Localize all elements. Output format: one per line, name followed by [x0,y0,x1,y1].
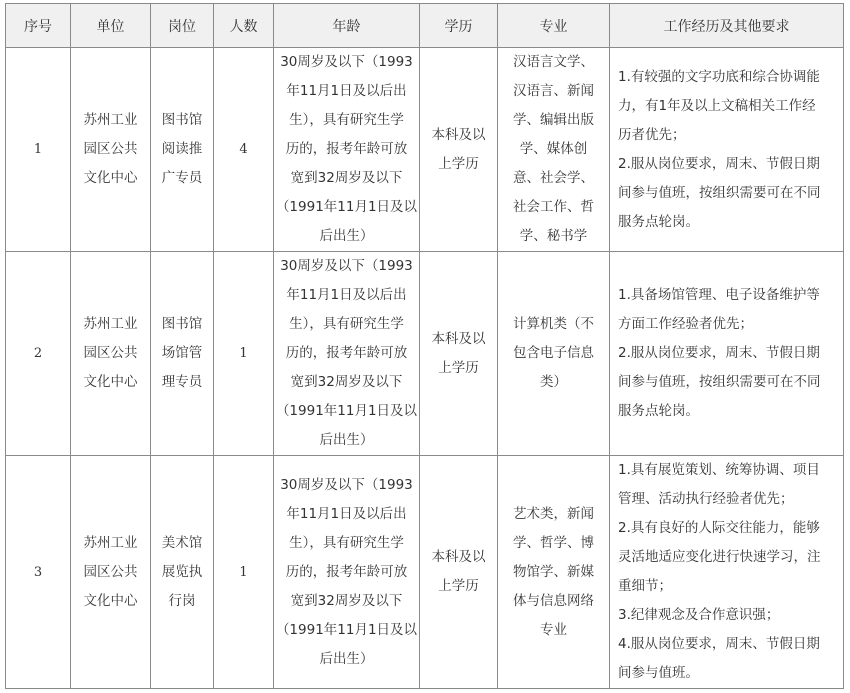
cell-line: 汉语言、新闻 [513,83,594,99]
cell-line: 上学历 [438,155,479,172]
cell-line: 园区公共 [83,141,138,157]
cell-requirements [610,252,844,456]
cell-line: 后出生） [319,650,374,667]
req-line: 1.具有展览策划、统筹协调、项目 [618,462,820,478]
header-education: 学历 [420,4,498,48]
header-count: 人数 [214,4,274,48]
cell-line: 专业 [540,621,567,638]
req-line: 2.具有良好的人际交往能力，能够 [618,520,820,536]
cell-line: 理专员 [161,374,203,390]
cell-line: 学、编辑出版 [513,112,594,128]
cell-line: 文化中心 [83,170,138,186]
cell-line: 学、哲学、博 [513,534,594,551]
header-requirements: 工作经历及其他要求 [610,4,844,48]
cell-line: 学、秘书学 [519,228,588,244]
req-line: 重细节； [618,578,672,594]
cell-line: 生），具有研究生学 [289,112,404,128]
req-line: 1.有较强的文字功底和综合协调能 [618,68,820,85]
cell-age [274,456,420,689]
cell-line: 园区公共 [83,563,138,580]
cell-line: 类） [540,374,567,390]
req-line: 服务点轮岗。 [618,403,699,419]
cell-line: 本科及以 [431,549,486,565]
cell-line: 社会工作、哲 [513,199,594,215]
req-line: 服务点轮岗。 [618,213,699,230]
cell-line: 历的，报考年龄可放 [285,141,408,157]
cell-line: 30周岁及以下（1993 [280,54,413,70]
cell-line: 意、社会学、 [513,170,594,186]
req-line: 1.具备场馆管理、电子设备维护等 [618,287,820,303]
cell-age [274,48,420,252]
cell-line: 文化中心 [83,592,138,609]
cell-major [498,456,610,689]
req-line: 灵活地适应变化进行快速学习，注 [618,549,821,565]
cell-line: 本科及以 [431,126,486,143]
cell-line: 计算机类（不 [513,316,594,332]
cell-post [151,48,214,252]
cell-line: （1991年11月1日及以 [275,621,418,638]
req-line: 力，有1年及以上文稿相关工作经 [618,97,816,114]
req-line: 2.服从岗位要求，周末、节假日期 [618,345,820,361]
req-line: 间参与值班。 [618,665,699,681]
cell-line: 文化中心 [83,374,138,390]
cell-education [420,48,498,252]
cell-line: 汉语言文学、 [513,54,594,70]
cell-seq: 1 [6,48,71,252]
cell-requirements [610,456,844,689]
cell-line: 苏州工业 [83,316,138,332]
cell-seq: 3 [6,456,71,689]
req-line: 管理、活动执行经验者优先； [618,491,794,507]
table-row [6,48,844,252]
cell-line: 历的，报考年龄可放 [285,563,408,580]
cell-age [274,252,420,456]
cell-line: 历的，报考年龄可放 [285,345,408,361]
header-post: 岗位 [151,4,214,48]
req-line: 间参与值班，按组织需要可在不同 [618,374,821,390]
cell-education [420,456,498,689]
cell-unit [71,252,151,456]
cell-line: 苏州工业 [83,112,138,128]
req-line: 历者优先； [618,126,686,143]
cell-line: 苏州工业 [83,534,138,551]
cell-line: 艺术类，新闻 [513,505,594,522]
cell-post [151,456,214,689]
table-row [6,252,844,456]
table-row [6,456,844,689]
cell-major [498,48,610,252]
cell-count: 1 [214,456,274,689]
cell-education [420,252,498,456]
cell-line: 包含电子信息 [513,345,594,361]
cell-line: 生），具有研究生学 [289,316,404,332]
header-seq: 序号 [6,4,71,48]
cell-unit [71,456,151,689]
header-row [6,4,844,48]
cell-line: 宽到32周岁及以下 [290,170,403,186]
header-major: 专业 [498,4,610,48]
cell-line: 上学历 [438,578,479,594]
cell-line: 图书馆 [161,316,203,332]
cell-line: 上学历 [438,359,479,376]
req-line: 4.服从岗位要求，周末、节假日期 [618,636,820,652]
cell-count: 1 [214,252,274,456]
cell-line: 年11月1日及以后出 [286,505,407,522]
cell-line: 年11月1日及以后出 [286,287,407,303]
cell-line: 图书馆 [161,112,203,128]
cell-line: 行岗 [168,592,196,609]
cell-unit [71,48,151,252]
cell-line: 后出生） [319,228,374,244]
cell-line: 展览执 [161,563,203,580]
cell-line: 美术馆 [161,534,203,551]
req-line: 间参与值班，按组织需要可在不同 [618,184,821,201]
cell-requirements [610,48,844,252]
cell-seq: 2 [6,252,71,456]
req-line: 2.服从岗位要求，周末、节假日期 [618,155,820,172]
cell-line: 阅读推 [161,141,203,157]
cell-line: 园区公共 [83,345,138,361]
cell-line: 后出生） [319,432,374,448]
cell-line: 30周岁及以下（1993 [280,258,413,274]
cell-line: 体与信息网络 [513,592,594,609]
cell-line: 宽到32周岁及以下 [290,592,403,609]
req-line: 3.纪律观念及合作意识强； [618,607,780,623]
cell-line: 物馆学、新媒 [513,563,594,580]
cell-line: （1991年11月1日及以 [275,199,418,215]
cell-line: 宽到32周岁及以下 [290,374,403,390]
cell-line: 学、媒体创 [519,141,588,157]
cell-post [151,252,214,456]
recruitment-table [5,3,844,689]
cell-line: 年11月1日及以后出 [286,83,407,99]
cell-line: 30周岁及以下（1993 [280,476,413,493]
header-age: 年龄 [274,4,420,48]
cell-line: 广专员 [161,170,203,186]
cell-line: 生），具有研究生学 [289,534,404,551]
header-unit: 单位 [71,4,151,48]
cell-line: 本科及以 [431,330,486,347]
req-line: 方面工作经验者优先； [618,316,753,332]
cell-line: 场馆管 [161,345,203,361]
cell-line: （1991年11月1日及以 [275,403,418,419]
cell-count: 4 [214,48,274,252]
cell-major [498,252,610,456]
